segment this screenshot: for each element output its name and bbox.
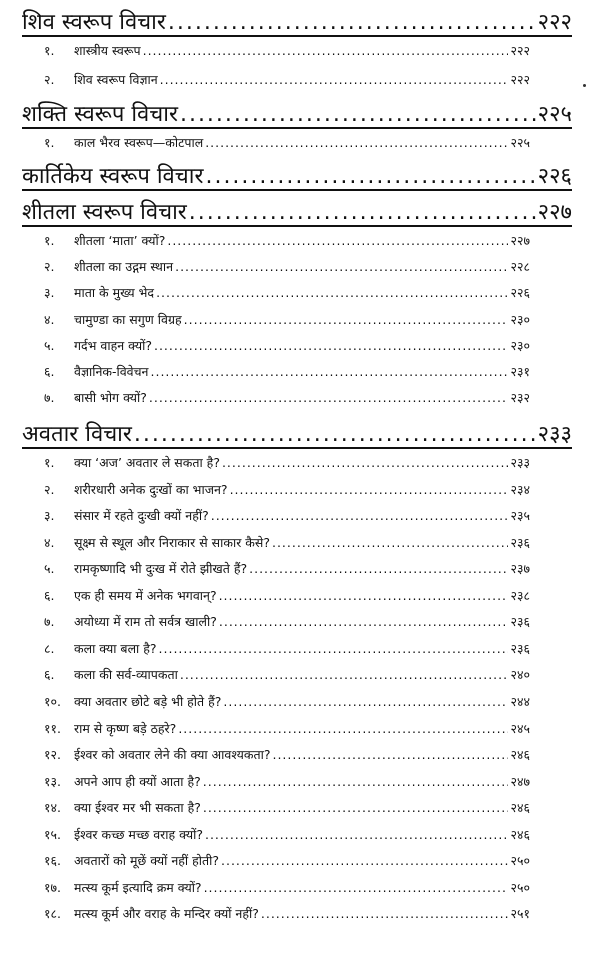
entry-number: १.	[44, 135, 55, 150]
entry-page-number: २२८	[510, 259, 530, 275]
section-title: शिव स्वरूप विचार	[22, 10, 166, 35]
dot-leader	[180, 102, 536, 127]
entry-title: संसार में रहते दुःखी क्यों नहीं?	[74, 508, 209, 524]
entry-page-number: २४६	[510, 800, 530, 816]
toc-entry	[44, 258, 530, 275]
toc-entry	[44, 454, 530, 471]
toc-entry	[44, 337, 530, 354]
entry-title: शीतला का उद्गम स्थान	[74, 259, 174, 275]
section-divider	[22, 447, 572, 449]
section-heading	[22, 98, 572, 128]
entry-number: ६.	[44, 364, 55, 379]
entry-page-number: २३६	[510, 640, 530, 656]
dot-leader	[203, 774, 509, 789]
dot-leader	[221, 853, 508, 868]
dot-leader	[189, 200, 536, 225]
toc-entry	[44, 587, 530, 604]
section-page-number: २३३	[537, 422, 572, 447]
dot-leader	[184, 312, 509, 327]
entry-number: ६.	[44, 667, 55, 683]
section-heading	[22, 196, 572, 226]
entry-title: राम से कृष्ण बड़े ठहरे?	[74, 720, 177, 736]
dot-leader	[167, 233, 508, 248]
entry-page-number: २३६	[510, 614, 530, 630]
entry-title: ईश्वर को अवतार लेने की क्या आवश्यकता?	[74, 747, 271, 763]
entry-number: ३.	[44, 285, 55, 301]
entry-page-number: २३२	[510, 390, 530, 406]
dot-leader	[249, 561, 508, 576]
dot-leader	[175, 259, 508, 274]
toc-entry	[44, 534, 530, 551]
toc-entry	[44, 232, 530, 249]
entry-number: ६.	[44, 587, 55, 603]
entry-page-number: २४५	[510, 720, 530, 736]
entry-number: ११.	[44, 720, 61, 736]
entry-page-number: २४४	[510, 693, 530, 709]
entry-title: ईश्वर कच्छ मच्छ वराह क्यों?	[74, 826, 203, 842]
dot-leader	[151, 364, 509, 379]
entry-number: ७.	[44, 390, 55, 406]
section-title: अवतार विचार	[22, 422, 132, 447]
entry-page-number: २२७	[510, 233, 530, 248]
toc-entry	[44, 284, 530, 301]
entry-title: मत्स्य कूर्म और वराह के मन्दिर क्यों नहीं?	[74, 906, 259, 922]
entry-page-number: २३४	[510, 481, 530, 497]
toc-entry	[44, 311, 530, 328]
stray-mark	[583, 84, 586, 87]
toc-entry	[44, 640, 530, 657]
dot-leader	[272, 535, 509, 550]
toc-entry	[44, 720, 530, 737]
dot-leader	[203, 800, 509, 815]
entry-title: गर्दभ वाहन क्यों?	[74, 337, 152, 353]
dot-leader	[205, 135, 508, 150]
toc-entry	[44, 507, 530, 524]
entry-page-number: २३६	[510, 534, 530, 550]
toc-entry	[44, 134, 530, 151]
entry-number: १८.	[44, 906, 61, 922]
toc-entry	[44, 826, 530, 843]
entry-title: बासी भोग क्यों?	[74, 390, 147, 406]
toc-entry	[44, 693, 530, 710]
entry-title: अपने आप ही क्यों आता है?	[74, 773, 201, 789]
entry-title: कला की सर्व-व्यापकता	[74, 667, 178, 683]
entry-page-number: २३८	[510, 587, 530, 603]
entry-title: मत्स्य कूर्म इत्यादि क्रम क्यों?	[74, 879, 202, 895]
entry-title: क्या ‘अज’ अवतार ले सकता है?	[74, 455, 220, 470]
dot-leader	[134, 422, 536, 447]
entry-title: माता के मुख्य भेद	[74, 285, 155, 301]
toc-entry	[44, 560, 530, 577]
toc-entry	[44, 71, 530, 88]
entry-page-number: २३०	[510, 337, 530, 353]
toc-entry	[44, 666, 530, 683]
section-divider	[22, 35, 572, 37]
entry-page-number: २५१	[510, 906, 530, 922]
entry-title: शिव स्वरूप विज्ञान	[74, 72, 158, 87]
dot-leader	[219, 614, 509, 629]
dot-leader	[154, 338, 509, 353]
toc-entry	[44, 613, 530, 630]
entry-number: १७.	[44, 879, 61, 895]
entry-title: क्या ईश्वर मर भी सकता है?	[74, 800, 201, 816]
dot-leader	[222, 455, 509, 470]
entry-page-number: २२२	[510, 43, 530, 58]
entry-number: २.	[44, 481, 55, 497]
entry-page-number: २५०	[510, 879, 530, 895]
toc-entry	[44, 879, 530, 896]
section-title: कार्तिकेय स्वरूप विचार	[22, 164, 204, 189]
entry-number: ८.	[44, 640, 55, 656]
entry-page-number: २३१	[510, 364, 530, 379]
section-heading	[22, 418, 572, 448]
dot-leader	[156, 285, 508, 300]
dot-leader	[272, 747, 508, 762]
entry-number: २.	[44, 72, 55, 87]
dot-leader	[178, 721, 508, 736]
toc-entry	[44, 773, 530, 790]
entry-number: ५.	[44, 561, 55, 577]
toc-entry	[44, 746, 530, 763]
toc-entry	[44, 42, 530, 59]
dot-leader	[143, 43, 509, 58]
entry-number: १६.	[44, 853, 61, 869]
toc-entry	[44, 905, 530, 922]
toc-entry	[44, 852, 530, 869]
entry-page-number: २३५	[510, 508, 530, 524]
dot-leader	[261, 906, 509, 921]
entry-number: १.	[44, 43, 55, 58]
dot-leader	[168, 10, 536, 35]
toc-entry	[44, 481, 530, 498]
entry-number: ३.	[44, 508, 55, 524]
entry-title: अवतारों को मूछें क्यों नहीं होती?	[74, 853, 220, 869]
entry-number: १२.	[44, 747, 61, 763]
entry-page-number: २२६	[510, 285, 530, 301]
entry-number: १.	[44, 233, 55, 248]
entry-number: ५.	[44, 337, 55, 353]
entry-title: काल भैरव स्वरूप—कोटपाल	[74, 135, 204, 150]
dot-leader	[223, 694, 508, 709]
entry-page-number: २५०	[510, 853, 530, 869]
section-heading	[22, 6, 572, 36]
entry-number: ४.	[44, 311, 55, 327]
entry-page-number: २२२	[510, 72, 530, 87]
section-divider	[22, 225, 572, 227]
section-title: शक्ति स्वरूप विचार	[22, 102, 178, 127]
dot-leader	[159, 641, 509, 656]
section-page-number: २२६	[537, 164, 572, 189]
section-divider	[22, 127, 572, 129]
entry-title: क्या अवतार छोटे बड़े भी होते हैं?	[74, 693, 222, 709]
dot-leader	[205, 164, 535, 189]
entry-number: ७.	[44, 614, 55, 630]
dot-leader	[160, 72, 509, 87]
entry-page-number: २३०	[510, 311, 530, 327]
section-page-number: २२५	[537, 102, 572, 127]
entry-title: वैज्ञानिक-विवेचन	[74, 364, 149, 379]
dot-leader	[219, 588, 509, 603]
section-divider	[22, 189, 572, 191]
entry-page-number: २४७	[510, 773, 530, 789]
entry-page-number: २३३	[510, 455, 530, 470]
entry-page-number: २४६	[510, 826, 530, 842]
entry-page-number: २४०	[510, 667, 530, 683]
entry-number: ४.	[44, 534, 55, 550]
entry-number: १३.	[44, 773, 61, 789]
entry-title: रामकृष्णादि भी दुःख में रोते झीखते हैं?	[74, 561, 248, 577]
entry-title: शरीरधारी अनेक दुःखों का भाजन?	[74, 481, 228, 497]
entry-title: शीतला ‘माता’ क्यों?	[74, 233, 166, 248]
dot-leader	[180, 667, 509, 682]
toc-entry	[44, 389, 530, 406]
entry-number: १४.	[44, 800, 61, 816]
entry-number: १५.	[44, 826, 61, 842]
toc-entry	[44, 799, 530, 816]
entry-number: २.	[44, 259, 55, 275]
section-page-number: २२७	[537, 200, 572, 225]
entry-number: १०.	[44, 693, 61, 709]
entry-number: १.	[44, 455, 55, 470]
entry-page-number: २३७	[510, 561, 530, 577]
dot-leader	[205, 827, 509, 842]
section-page-number: २२२	[537, 10, 572, 35]
section-heading	[22, 160, 572, 190]
entry-title: अयोध्या में राम तो सर्वत्र खाली?	[74, 614, 217, 630]
dot-leader	[211, 508, 509, 523]
toc-entry	[44, 363, 530, 380]
entry-page-number: २४६	[510, 747, 530, 763]
dot-leader	[149, 390, 509, 405]
dot-leader	[230, 482, 509, 497]
entry-page-number: २२५	[510, 135, 530, 150]
entry-title: एक ही समय में अनेक भगवान्?	[74, 587, 217, 603]
section-title: शीतला स्वरूप विचार	[22, 200, 187, 225]
entry-title: चामुण्डा का सगुण विग्रह	[74, 311, 182, 327]
entry-title: सूक्ष्म से स्थूल और निराकार से साकार कैसे?	[74, 534, 270, 550]
entry-title: कला क्या बला है?	[74, 640, 157, 656]
entry-title: शास्त्रीय स्वरूप	[74, 43, 141, 58]
dot-leader	[204, 880, 509, 895]
